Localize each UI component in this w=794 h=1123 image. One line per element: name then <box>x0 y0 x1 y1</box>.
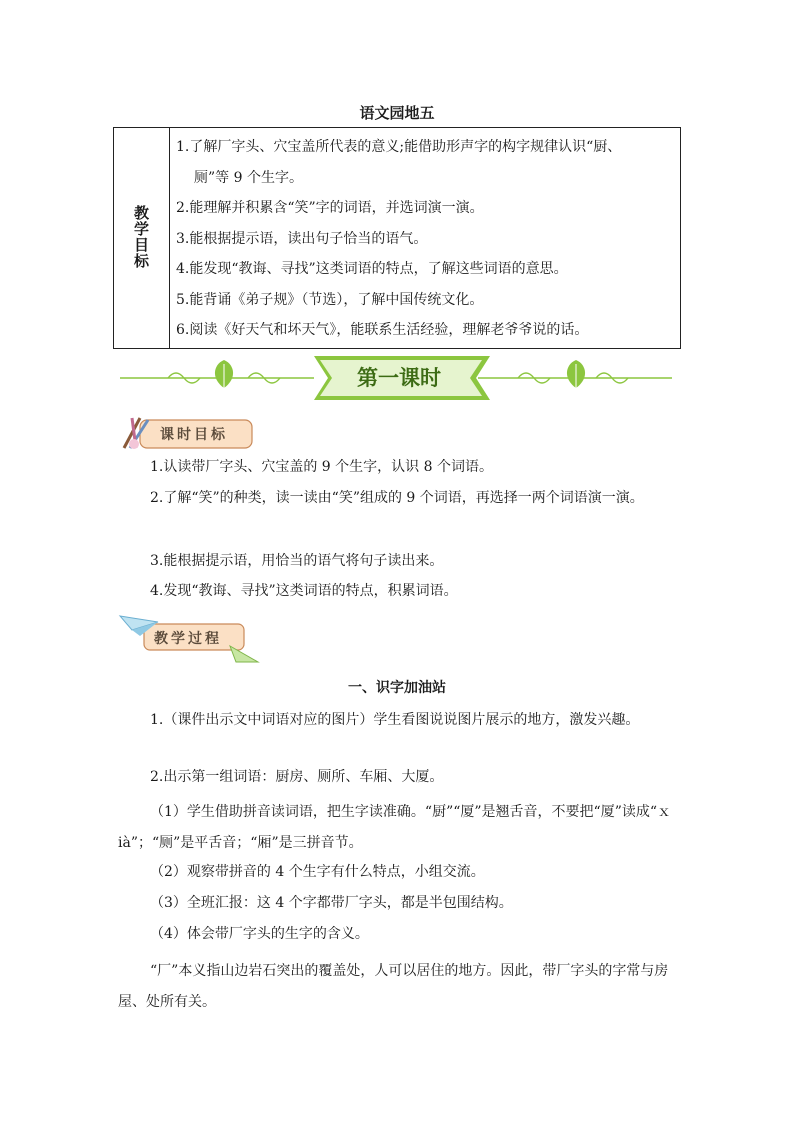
process-paragraph: 1.（课件出示文中词语对应的图片）学生看图说说图片展示的地方，激发兴趣。 <box>150 712 640 728</box>
process-paragraph: （4）体会带厂字头的生字的含义。 <box>150 926 369 942</box>
section-title: 一、识字加油站 <box>348 680 446 696</box>
goal-item: 2.能理解并积累含“笑”字的词语，并选词演一演。 <box>176 200 484 216</box>
goal-item: 6.阅读《好天气和坏天气》，能联系生活经验，理解老爷爷说的话。 <box>176 322 589 338</box>
process-paragraph: （2）观察带拼音的 4 个生字有什么特点，小组交流。 <box>150 864 485 880</box>
goal-item: 1.了解厂字头、穴宝盖所代表的意义;能借助形声字的构字规律认识“厨、 <box>176 139 622 155</box>
lesson-goal-item: 3.能根据提示语，用恰当的语气将句子读出来。 <box>150 553 444 569</box>
teaching-process-tag-label: 教学过程 <box>154 631 222 647</box>
goal-item: 5.能背诵《弟子规》（节选），了解中国传统文化。 <box>176 291 484 308</box>
goal-item: 4.能发现“教诲、寻找”这类词语的特点，了解这些词语的意思。 <box>176 261 568 277</box>
lesson-goal-item: 1.认读带厂字头、穴宝盖的 9 个生字，认识 8 个词语。 <box>150 459 493 475</box>
process-paragraph: （1）学生借助拼音读词语，把生字读准确。“厨”“厦”是翘舌音，不要把“厦”读成“ｘ ià”；“厕”是平舌音；“厢”是三拼音节。 <box>118 804 672 851</box>
lesson-banner <box>118 354 674 402</box>
goal-item: 3.能根据提示语，读出句子恰当的语气。 <box>176 230 428 247</box>
banner-ornament <box>118 354 674 402</box>
teaching-goals-table <box>113 127 681 349</box>
teaching-goals-label: 教 学 目 标 <box>133 204 149 271</box>
process-paragraph: （3）全班汇报：这 4 个字都带厂字头，都是半包围结构。 <box>150 895 513 911</box>
process-paragraph: 2.出示第一组词语：厨房、厕所、车厢、大厦。 <box>150 769 444 785</box>
lesson-goal-item: 4.发现“教诲、寻找”这类词语的特点，积累词语。 <box>150 583 458 599</box>
page-title: 语文园地五 <box>359 104 435 122</box>
goal-item-continuation: 厕”等 9 个生字。 <box>194 169 303 186</box>
lesson-goal-item: 2.了解“笑”的种类，读一读由“笑”组成的 9 个词语，再选择一两个词语演一演。 <box>150 490 644 506</box>
teaching-goals-label-cell <box>114 128 170 349</box>
banner-text: 第一课时 <box>357 366 441 390</box>
process-paragraph: “厂”本义指山边岩石突出的覆盖处，人可以居住的地方。因此，带厂字头的字常与房屋、处所有关。 <box>118 963 669 1010</box>
lesson-goals-tag-label: 课时目标 <box>160 427 228 443</box>
teaching-process-tag <box>118 610 260 666</box>
teaching-goals-items <box>170 128 681 349</box>
lesson-goals-tag <box>118 414 258 452</box>
